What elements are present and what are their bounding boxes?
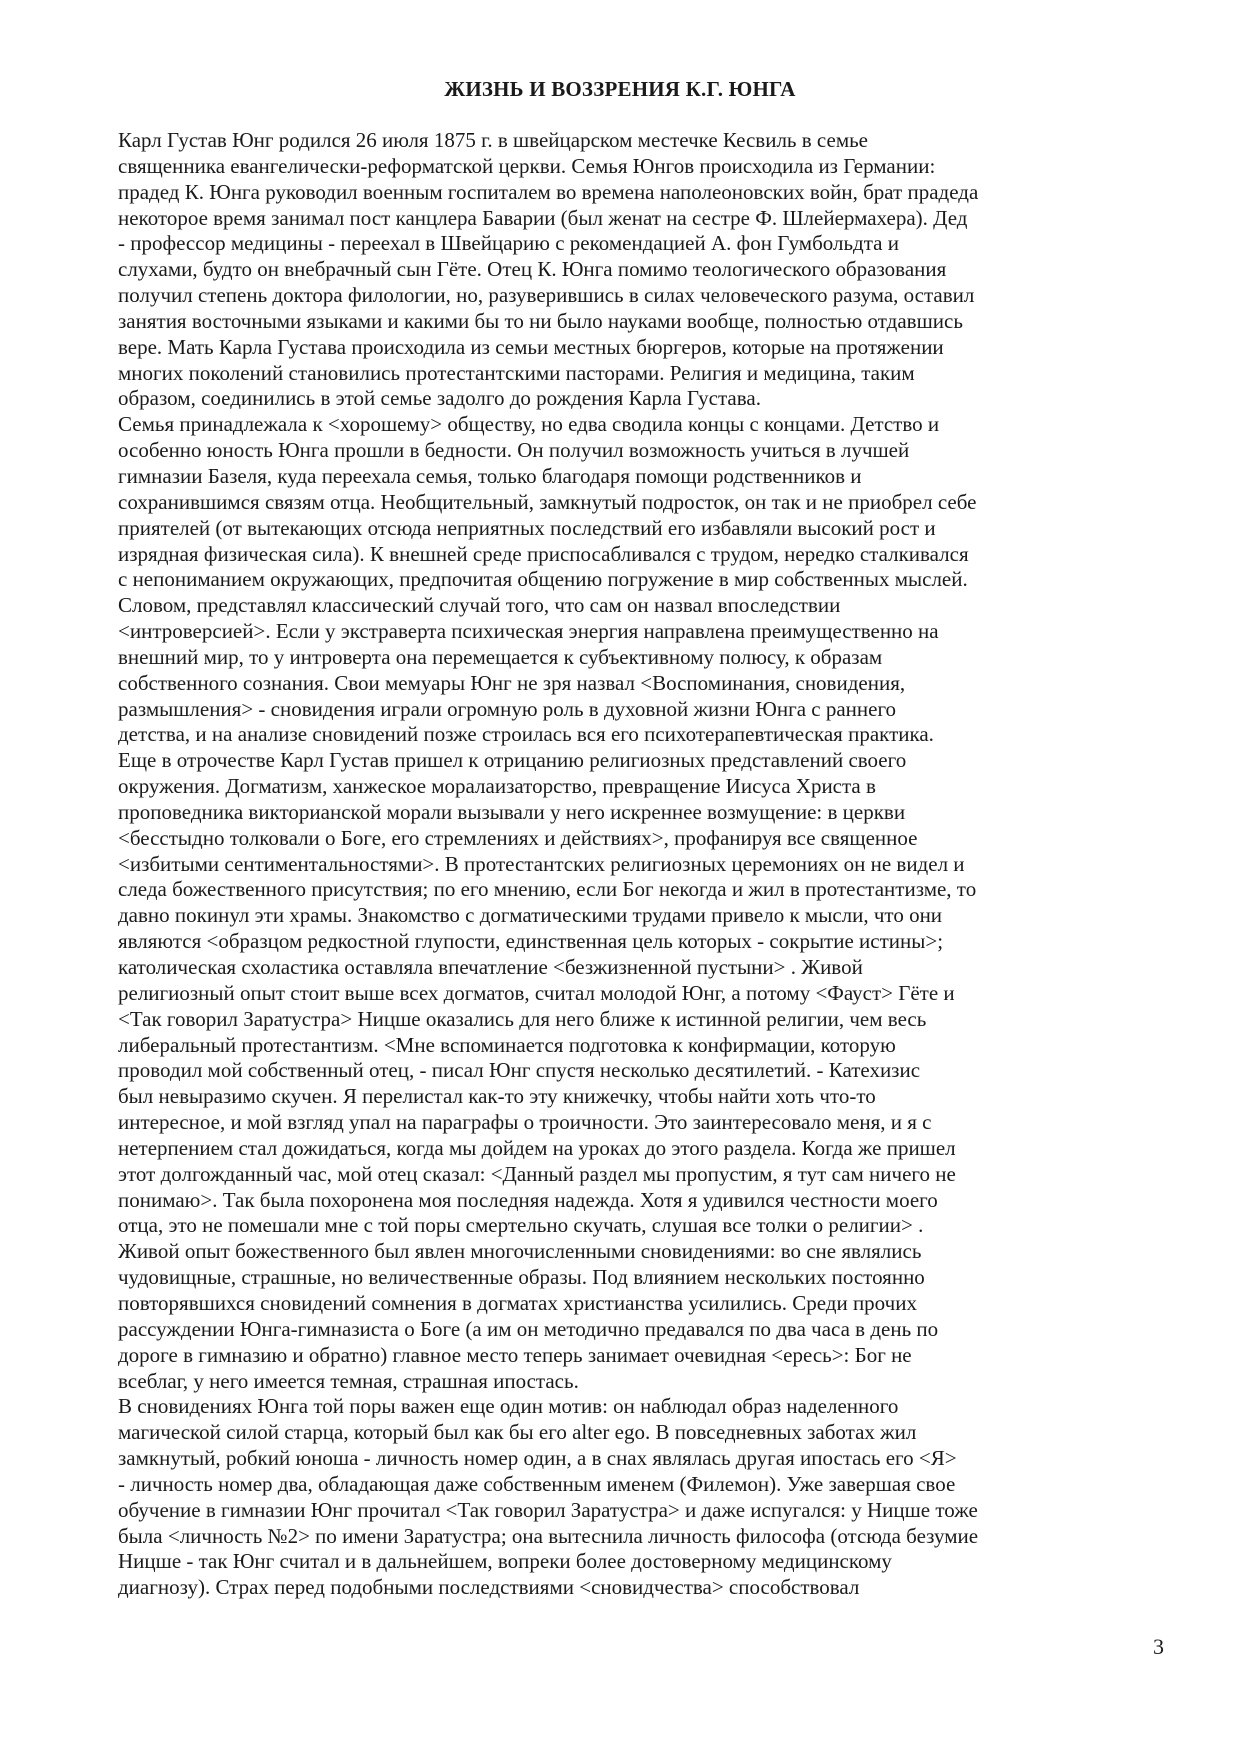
text-line: религиозный опыт стоит выше всех догматов, считал молодой Юнг, а потому <Фауст> Гёте и [118, 980, 955, 1005]
text-line: интересное, и мой взгляд упал на параграфы о троичности. Это заинтересовало меня, и я с [118, 1110, 932, 1135]
text-line: Еще в отрочестве Карл Густав пришел к отрицанию религиозных представлений своего [118, 748, 907, 773]
text-line: рассуждении Юнга-гимназиста о Боге (а им он методично предавался по два часа в день по [118, 1316, 939, 1341]
text-line: католическая схоластика оставляла впечатление <безжизненной пустыни> . Живой [118, 955, 863, 979]
text-line: Карл Густав Юнг родился 26 июля 1875 г. в швейцарском местечке Кесвиль в семье [118, 128, 869, 152]
text-line: всеблаг, у него имеется темная, страшная ипостась. [118, 1368, 579, 1393]
text-line: был невыразимо скучен. Я перелистал как-то эту книжечку, чтобы найти хоть что-то [118, 1084, 876, 1109]
text-line: отца, это не помешали мне с той поры смертельно скучать, слушая все толки о религии> . [118, 1213, 924, 1238]
text-line: обучение в гимназии Юнг прочитал <Так говорил Заратустра> и даже испугался: у Ницше тоже [118, 1497, 978, 1522]
text-line: священника евангелически-реформатской церкви. Семья Юнгов происходила из Германии: [118, 153, 936, 178]
text-line: получил степень доктора филологии, но, разуверившись в силах человеческого разума, оставил [118, 283, 975, 308]
text-line: окружения. Догматизм, ханжеское моралаизаторство, превращение Иисуса Христа в [118, 774, 876, 799]
text-line: собственного сознания. Свои мемуары Юнг не зря назвал <Воспоминания, сновидения, [118, 670, 906, 695]
text-line: <интроверсией>. Если у экстраверта психическая энергия направлена преимущественно на [118, 619, 939, 644]
text-line: занятия восточными языками и какими бы то ни было науками вообще, полностью отдавшись [118, 308, 963, 333]
text-line: образом, соединились в этой семье задолго до рождения Карла Густава. [118, 386, 761, 411]
text-line: проповедника викторианской морали вызывали у него искреннее возмущение: в церкви [118, 799, 906, 824]
text-line: вере. Мать Карла Густава происходила из семьи местных бюргеров, которые на протяжении [118, 334, 944, 359]
text-line: <Так говорил Заратустра> Ницше оказались для него ближе к истинной религии, чем весь [118, 1006, 927, 1031]
text-line: повторявшихся сновидений сомнения в догматах христианства усилились. Среди прочих [118, 1290, 917, 1315]
text-line: этот долгожданный час, мой отец сказал: <Данный раздел мы пропустим, я тут сам ничего не [118, 1161, 956, 1186]
text-line: особенно юность Юнга прошли в бедности. Он получил возможность учиться в лучшей [118, 438, 910, 463]
text-line: - профессор медицины - переехал в Швейцарию с рекомендацией А. фон Гумбольдта и [118, 231, 899, 256]
text-line: либеральный протестантизм. <Мне вспоминается подготовка к конфирмации, которую [118, 1032, 896, 1057]
text-line: замкнутый, робкий юноша - личность номер один, а в снах являлась другая ипостась его <Я> [118, 1446, 957, 1471]
text-line: Словом, представлял классический случай того, что сам он назвал впоследствии [118, 593, 841, 618]
text-line: <бесстыдно толковали о Боге, его стремлениях и действиях>, профанируя все священное [118, 825, 918, 850]
text-line: давно покинул эти храмы. Знакомство с догматическими трудами привело к мысли, что они [118, 903, 943, 928]
text-line: некоторое время занимал пост канцлера Баварии (был женат на сестре Ф. Шлейермахера). Дед [118, 205, 968, 230]
text-line: многих поколений становились протестантскими пасторами. Религия и медицина, таким [118, 360, 915, 385]
text-line: сохранившимся связям отца. Необщительный, замкнутый подросток, он так и не приобрел себе [118, 489, 977, 514]
text-line: Живой опыт божественного был явлен многочисленными сновидениями: во сне являлись [118, 1239, 922, 1264]
page-number: 3 [1153, 1634, 1164, 1659]
text-line: Семья принадлежала к <хорошему> обществу, но едва сводила концы с концами. Детство и [118, 412, 940, 437]
text-line: размышления> - сновидения играли огромную роль в духовной жизни Юнга с раннего [118, 696, 897, 721]
text-line: дороге в гимназию и обратно) главное место теперь занимает очевидная <ересь>: Бог не [118, 1342, 912, 1367]
text-line: Ницше - так Юнг считал и в дальнейшем, вопреки более достоверному медицинскому [118, 1549, 892, 1574]
text-line: была <личность №2> по имени Заратустра; она вытеснила личность философа (отсюда безумие [118, 1523, 979, 1548]
text-line: магической силой старца, который был как бы его alter ego. В повседневных заботах жил [118, 1420, 917, 1445]
text-line: проводил мой собственный отец, - писал Юнг спустя несколько десятилетий. - Катехизис [118, 1058, 921, 1083]
text-line: понимаю>. Так была похоронена моя последняя надежда. Хотя я удивился честности моего [118, 1187, 938, 1212]
text-line: гимназии Базеля, куда переехала семья, только благодаря помощи родственников и [118, 463, 862, 488]
page-title: ЖИЗНЬ И ВОЗЗРЕНИЯ К.Г. ЮНГА [444, 77, 796, 101]
text-line: слухами, будто он внебрачный сын Гёте. Отец К. Юнга помимо теологического образования [118, 257, 947, 282]
text-line: нетерпением стал дожидаться, когда мы дойдем на уроках до этого раздела. Когда же пришел [118, 1135, 956, 1160]
text-line: - личность номер два, обладающая даже собственным именем (Филемон). Уже завершая свое [118, 1471, 956, 1496]
text-line: следа божественного присутствия; по его мнению, если Бог некогда и жил в протестантизме, то [118, 877, 977, 902]
text-line: внешний мир, то у интроверта она перемещается к субъективному полюсу, к образам [118, 644, 883, 669]
text-line: приятелей (от вытекающих отсюда неприятных последствий его избавляли высокий рост и [118, 515, 936, 540]
text-line: диагнозу). Страх перед подобными последствиями <сновидчества> способствовал [118, 1575, 860, 1600]
text-line: прадед К. Юнга руководил военным госпиталем во времена наполеоновских войн, брат прадеда [118, 179, 979, 204]
text-line: чудовищные, страшные, но величественные образы. Под влиянием нескольких постоянно [118, 1265, 925, 1290]
body-text [118, 128, 1078, 1601]
text-line: изрядная физическая сила). К внешней среде приспосабливался с трудом, нередко сталкивался [118, 541, 969, 566]
text-line: <избитыми сентиментальностями>. В протестантских религиозных церемониях он не видел и [118, 851, 965, 876]
text-line: В сновидениях Юнга той поры важен еще один мотив: он наблюдал образ наделенного [118, 1394, 899, 1419]
text-line: являются <образцом редкостной глупости, единственная цель которых - сокрытие истины>; [118, 929, 944, 954]
text-line: детства, и на анализе сновидений позже строилась вся его психотерапевтическая практика. [118, 722, 934, 747]
text-line: с непониманием окружающих, предпочитая общению погружение в мир собственных мыслей. [118, 567, 968, 592]
